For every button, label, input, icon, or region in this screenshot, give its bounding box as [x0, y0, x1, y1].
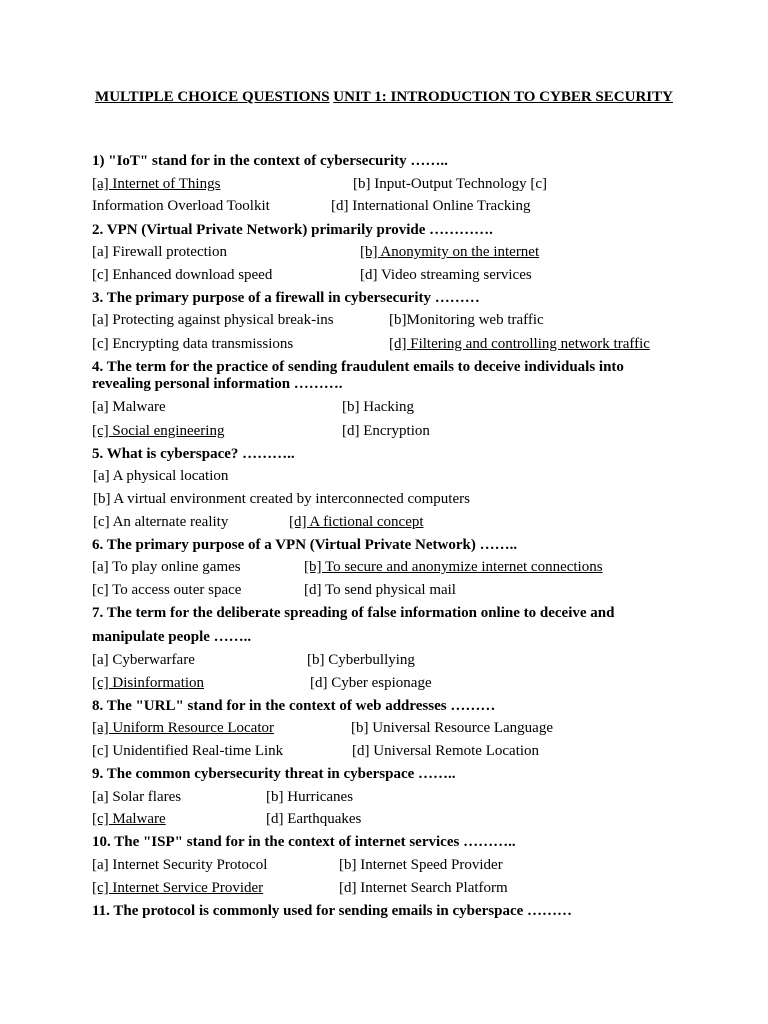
q3-option-a: [a] Protecting against physical break-ins — [92, 312, 334, 328]
q8-option-b: [b] Universal Resource Language — [351, 720, 554, 736]
question-8: 8. The "URL" stand for in the context of web addresses ……… — [92, 698, 496, 714]
title-part-2: UNIT 1: INTRODUCTION TO CYBER SECURITY — [333, 89, 673, 105]
q1-option-b: [b] Input-Output Technology [c] — [353, 176, 548, 192]
q1-option-d: [d] International Online Tracking — [331, 198, 531, 214]
q5-option-d: [d] A fictional concept — [289, 514, 424, 530]
question-5: 5. What is cyberspace? ……….. — [92, 446, 295, 462]
q6-option-b: [b] To secure and anonymize internet connections — [304, 559, 603, 575]
question-10: 10. The "ISP" stand for in the context of internet services ……….. — [92, 834, 516, 850]
q2-option-a: [a] Firewall protection — [92, 244, 227, 260]
q10-option-a: [a] Internet Security Protocol — [92, 857, 268, 873]
question-7-cont: manipulate people …….. — [92, 629, 252, 645]
q5-option-a: [a] A physical location — [93, 468, 229, 484]
q4-option-b: [b] Hacking — [342, 399, 415, 415]
q5-option-b: [b] A virtual environment created by interconnected computers — [93, 491, 470, 507]
q4-option-d: [d] Encryption — [342, 423, 430, 439]
q7-option-b: [b] Cyberbullying — [307, 652, 415, 668]
q8-option-a: [a] Uniform Resource Locator — [92, 720, 275, 736]
page-title — [92, 88, 676, 106]
q5-option-c: [c] An alternate reality — [93, 514, 229, 530]
question-9: 9. The common cybersecurity threat in cyberspace …….. — [92, 766, 456, 782]
q9-option-c: [c] Malware — [92, 811, 166, 827]
q3-option-d: [d] Filtering and controlling network traffic — [389, 336, 650, 352]
q4-option-c: [c] Social engineering — [92, 423, 225, 439]
question-3: 3. The primary purpose of a firewall in cybersecurity ……… — [92, 290, 480, 306]
question-1: 1) "IoT" stand for in the context of cybersecurity …….. — [92, 153, 448, 169]
question-4-cont: revealing personal information ………. — [92, 376, 343, 392]
q10-option-b: [b] Internet Speed Provider — [339, 857, 503, 873]
q6-option-d: [d] To send physical mail — [304, 582, 456, 598]
q9-option-a: [a] Solar flares — [92, 789, 182, 805]
q10-option-c: [c] Internet Service Provider — [92, 880, 264, 896]
q10-option-d: [d] Internet Search Platform — [339, 880, 508, 896]
question-4: 4. The term for the practice of sending fraudulent emails to deceive individuals into — [92, 359, 624, 375]
question-11: 11. The protocol is commonly used for sending emails in cyberspace ……… — [92, 903, 573, 919]
q2-option-c: [c] Enhanced download speed — [92, 267, 273, 283]
q6-option-a: [a] To play online games — [92, 559, 241, 575]
q3-option-c: [c] Encrypting data transmissions — [92, 336, 294, 352]
q6-option-c: [c] To access outer space — [92, 582, 242, 598]
question-7: 7. The term for the deliberate spreading of false information online to deceive and — [92, 605, 615, 621]
q9-option-d: [d] Earthquakes — [266, 811, 362, 827]
q3-option-b: [b]Monitoring web traffic — [389, 312, 544, 328]
q4-option-a: [a] Malware — [92, 399, 166, 415]
title-part-1: MULTIPLE CHOICE QUESTIONS — [95, 89, 330, 105]
q8-option-c: [c] Unidentified Real-time Link — [92, 743, 284, 759]
q7-option-a: [a] Cyberwarfare — [92, 652, 195, 668]
q9-option-b: [b] Hurricanes — [266, 789, 354, 805]
q1-option-a: [a] Internet of Things — [92, 176, 221, 192]
question-2: 2. VPN (Virtual Private Network) primarily provide …………. — [92, 222, 493, 238]
q7-option-c: [c] Disinformation — [92, 675, 205, 691]
q2-option-d: [d] Video streaming services — [360, 267, 532, 283]
q1-option-c: Information Overload Toolkit — [92, 198, 270, 214]
question-6: 6. The primary purpose of a VPN (Virtual Private Network) …….. — [92, 537, 518, 553]
q8-option-d: [d] Universal Remote Location — [352, 743, 540, 759]
q7-option-d: [d] Cyber espionage — [310, 675, 432, 691]
q2-option-b: [b] Anonymity on the internet — [360, 244, 540, 260]
